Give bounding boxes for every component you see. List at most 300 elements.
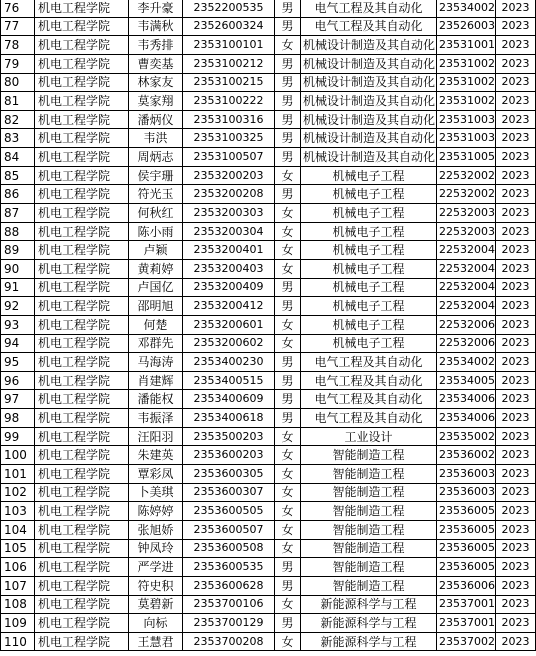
row-number-cell: 91 [1,278,35,297]
student-id-cell: 2353500203 [183,427,275,446]
college-cell: 机电工程学院 [35,595,129,614]
college-cell: 机电工程学院 [35,0,129,17]
row-number-cell: 79 [1,54,35,73]
student-id-cell: 2353200303 [183,204,275,223]
college-cell: 机电工程学院 [35,259,129,278]
student-id-cell: 2353700129 [183,614,275,633]
row-number-cell: 109 [1,614,35,633]
class-code-cell: 22532004 [437,297,496,316]
year-cell: 2023 [496,371,536,390]
college-cell: 机电工程学院 [35,427,129,446]
row-number-cell: 108 [1,595,35,614]
student-name-cell: 侯宇珊 [129,166,183,185]
class-code-cell: 22532004 [437,241,496,260]
gender-cell: 男 [275,0,301,17]
major-cell: 机械电子工程 [301,278,437,297]
student-name-cell: 曹奕基 [129,54,183,73]
gender-cell: 女 [275,315,301,334]
class-code-cell: 22532003 [437,204,496,223]
college-cell: 机电工程学院 [35,54,129,73]
student-id-cell: 2352200535 [183,0,275,17]
gender-cell: 女 [275,259,301,278]
college-cell: 机电工程学院 [35,409,129,428]
college-cell: 机电工程学院 [35,614,129,633]
gender-cell: 男 [275,353,301,372]
table-row [1,148,536,167]
table-row [1,483,536,502]
year-cell: 2023 [496,92,536,111]
student-id-cell: 2353600508 [183,539,275,558]
major-cell: 机械电子工程 [301,222,437,241]
table-row [1,166,536,185]
year-cell: 2023 [496,576,536,595]
year-cell: 2023 [496,334,536,353]
year-cell: 2023 [496,166,536,185]
college-cell: 机电工程学院 [35,353,129,372]
gender-cell: 女 [275,502,301,521]
class-code-cell: 23534005 [437,371,496,390]
row-number-cell: 93 [1,315,35,334]
table-row [1,465,536,484]
year-cell: 2023 [496,446,536,465]
table-row [1,54,536,73]
table-row [1,334,536,353]
table-row [1,539,536,558]
table-row [1,520,536,539]
class-code-cell: 23534006 [437,409,496,428]
college-cell: 机电工程学院 [35,390,129,409]
year-cell: 2023 [496,259,536,278]
class-code-cell: 23536005 [437,520,496,539]
gender-cell: 男 [275,148,301,167]
student-id-cell: 2353200409 [183,278,275,297]
student-name-cell: 莫碧新 [129,595,183,614]
student-id-cell: 2353100212 [183,54,275,73]
row-number-cell: 76 [1,0,35,17]
student-name-cell: 肖建辉 [129,371,183,390]
student-name-cell: 陈婷婷 [129,502,183,521]
row-number-cell: 105 [1,539,35,558]
gender-cell: 女 [275,483,301,502]
row-number-cell: 89 [1,241,35,260]
row-number-cell: 90 [1,259,35,278]
student-name-cell: 韦满秋 [129,17,183,36]
student-name-cell: 向标 [129,614,183,633]
table-row [1,17,536,36]
major-cell: 智能制造工程 [301,502,437,521]
class-code-cell: 23537001 [437,614,496,633]
student-id-cell: 2353100222 [183,92,275,111]
major-cell: 机械电子工程 [301,185,437,204]
student-id-cell: 2353100101 [183,36,275,55]
student-name-cell: 韦振泽 [129,409,183,428]
table-row [1,446,536,465]
year-cell: 2023 [496,520,536,539]
row-number-cell: 98 [1,409,35,428]
student-name-cell: 韦洪 [129,129,183,148]
student-name-cell: 卜美琪 [129,483,183,502]
table-row [1,297,536,316]
major-cell: 智能制造工程 [301,446,437,465]
student-id-cell: 2353200203 [183,166,275,185]
year-cell: 2023 [496,427,536,446]
gender-cell: 女 [275,334,301,353]
major-cell: 电气工程及其自动化 [301,0,437,17]
table-row [1,409,536,428]
class-code-cell: 23531005 [437,148,496,167]
major-cell: 智能制造工程 [301,539,437,558]
college-cell: 机电工程学院 [35,297,129,316]
row-number-cell: 102 [1,483,35,502]
table-row [1,204,536,223]
student-name-cell: 符史积 [129,576,183,595]
row-number-cell: 96 [1,371,35,390]
row-number-cell: 110 [1,632,35,651]
student-name-cell: 严学进 [129,558,183,577]
row-number-cell: 92 [1,297,35,316]
student-id-cell: 2353200601 [183,315,275,334]
student-id-cell: 2353400230 [183,353,275,372]
year-cell: 2023 [496,36,536,55]
table-row [1,222,536,241]
gender-cell: 女 [275,241,301,260]
row-number-cell: 104 [1,520,35,539]
major-cell: 机械电子工程 [301,297,437,316]
student-id-cell: 2353400618 [183,409,275,428]
row-number-cell: 99 [1,427,35,446]
gender-cell: 男 [275,390,301,409]
table-row [1,73,536,92]
class-code-cell: 22532002 [437,166,496,185]
gender-cell: 男 [275,614,301,633]
class-code-cell: 23536006 [437,576,496,595]
gender-cell: 女 [275,595,301,614]
major-cell: 工业设计 [301,427,437,446]
row-number-cell: 83 [1,129,35,148]
table-row [1,36,536,55]
year-cell: 2023 [496,54,536,73]
college-cell: 机电工程学院 [35,241,129,260]
gender-cell: 女 [275,465,301,484]
student-name-cell: 汪阳羽 [129,427,183,446]
class-code-cell: 23537002 [437,632,496,651]
student-id-cell: 2353200403 [183,259,275,278]
year-cell: 2023 [496,17,536,36]
gender-cell: 女 [275,204,301,223]
class-code-cell: 23534002 [437,353,496,372]
major-cell: 机械电子工程 [301,315,437,334]
table-row [1,0,536,17]
student-id-cell: 2353100215 [183,73,275,92]
class-code-cell: 23536003 [437,483,496,502]
year-cell: 2023 [496,502,536,521]
year-cell: 2023 [496,390,536,409]
student-id-cell: 2353600505 [183,502,275,521]
gender-cell: 女 [275,222,301,241]
student-name-cell: 潘能权 [129,390,183,409]
student-name-cell: 邵明旭 [129,297,183,316]
year-cell: 2023 [496,73,536,92]
table-row [1,558,536,577]
major-cell: 新能源科学与工程 [301,632,437,651]
student-name-cell: 李升豪 [129,0,183,17]
year-cell: 2023 [496,129,536,148]
student-name-cell: 马海涛 [129,353,183,372]
college-cell: 机电工程学院 [35,465,129,484]
student-id-cell: 2353600203 [183,446,275,465]
college-cell: 机电工程学院 [35,17,129,36]
table-row [1,353,536,372]
class-code-cell: 23534006 [437,390,496,409]
class-code-cell: 23531002 [437,73,496,92]
student-name-cell: 张旭娇 [129,520,183,539]
year-cell: 2023 [496,0,536,17]
class-code-cell: 23536005 [437,502,496,521]
row-number-cell: 86 [1,185,35,204]
student-name-cell: 符光玉 [129,185,183,204]
class-code-cell: 23531002 [437,54,496,73]
gender-cell: 男 [275,17,301,36]
table-row [1,129,536,148]
gender-cell: 男 [275,558,301,577]
college-cell: 机电工程学院 [35,558,129,577]
year-cell: 2023 [496,315,536,334]
gender-cell: 男 [275,54,301,73]
gender-cell: 男 [275,278,301,297]
class-code-cell: 22532003 [437,222,496,241]
row-number-cell: 77 [1,17,35,36]
major-cell: 机械设计制造及其自动化 [301,129,437,148]
student-name-cell: 黄莉婷 [129,259,183,278]
table-row [1,315,536,334]
gender-cell: 女 [275,632,301,651]
student-name-cell: 林家友 [129,73,183,92]
class-code-cell: 22532006 [437,334,496,353]
major-cell: 智能制造工程 [301,576,437,595]
college-cell: 机电工程学院 [35,502,129,521]
class-code-cell: 23536002 [437,446,496,465]
class-code-cell: 23531003 [437,129,496,148]
year-cell: 2023 [496,110,536,129]
class-code-cell: 23536003 [437,465,496,484]
student-name-cell: 陈小雨 [129,222,183,241]
table-row [1,110,536,129]
row-number-cell: 95 [1,353,35,372]
gender-cell: 女 [275,520,301,539]
student-name-cell: 潘炳仪 [129,110,183,129]
gender-cell: 男 [275,371,301,390]
major-cell: 智能制造工程 [301,465,437,484]
row-number-cell: 103 [1,502,35,521]
major-cell: 机械设计制造及其自动化 [301,92,437,111]
row-number-cell: 78 [1,36,35,55]
student-id-cell: 2353400609 [183,390,275,409]
row-number-cell: 101 [1,465,35,484]
student-name-cell: 钟凤玲 [129,539,183,558]
class-code-cell: 23531001 [437,36,496,55]
student-id-cell: 2353700106 [183,595,275,614]
class-code-cell: 22532004 [437,259,496,278]
student-id-cell: 2353600535 [183,558,275,577]
student-name-cell: 卢颖 [129,241,183,260]
row-number-cell: 88 [1,222,35,241]
class-code-cell: 23536005 [437,539,496,558]
gender-cell: 男 [275,129,301,148]
college-cell: 机电工程学院 [35,73,129,92]
student-id-cell: 2353600307 [183,483,275,502]
year-cell: 2023 [496,409,536,428]
student-id-cell: 2353200412 [183,297,275,316]
college-cell: 机电工程学院 [35,632,129,651]
class-code-cell: 22532006 [437,315,496,334]
college-cell: 机电工程学院 [35,539,129,558]
student-id-cell: 2352600324 [183,17,275,36]
college-cell: 机电工程学院 [35,222,129,241]
major-cell: 智能制造工程 [301,558,437,577]
gender-cell: 男 [275,297,301,316]
year-cell: 2023 [496,148,536,167]
year-cell: 2023 [496,614,536,633]
table-row [1,259,536,278]
gender-cell: 男 [275,110,301,129]
student-name-cell: 何秋红 [129,204,183,223]
gender-cell: 女 [275,166,301,185]
row-number-cell: 107 [1,576,35,595]
major-cell: 机械设计制造及其自动化 [301,54,437,73]
college-cell: 机电工程学院 [35,129,129,148]
table-row [1,390,536,409]
year-cell: 2023 [496,353,536,372]
year-cell: 2023 [496,278,536,297]
major-cell: 机械电子工程 [301,204,437,223]
student-id-cell: 2353600507 [183,520,275,539]
gender-cell: 男 [275,409,301,428]
gender-cell: 女 [275,427,301,446]
gender-cell: 男 [275,73,301,92]
student-name-cell: 覃彩凤 [129,465,183,484]
row-number-cell: 84 [1,148,35,167]
major-cell: 电气工程及其自动化 [301,390,437,409]
major-cell: 机械设计制造及其自动化 [301,110,437,129]
student-id-cell: 2353400515 [183,371,275,390]
row-number-cell: 87 [1,204,35,223]
student-id-cell: 2353200304 [183,222,275,241]
major-cell: 机械电子工程 [301,241,437,260]
college-cell: 机电工程学院 [35,371,129,390]
student-id-cell: 2353100507 [183,148,275,167]
year-cell: 2023 [496,204,536,223]
student-id-cell: 2353200208 [183,185,275,204]
class-code-cell: 22532002 [437,185,496,204]
class-code-cell: 23534002 [437,0,496,17]
row-number-cell: 100 [1,446,35,465]
gender-cell: 女 [275,539,301,558]
class-code-cell: 23537001 [437,595,496,614]
year-cell: 2023 [496,297,536,316]
college-cell: 机电工程学院 [35,185,129,204]
gender-cell: 女 [275,446,301,465]
class-code-cell: 23526003 [437,17,496,36]
year-cell: 2023 [496,241,536,260]
student-name-cell: 何楚 [129,315,183,334]
college-cell: 机电工程学院 [35,110,129,129]
class-code-cell: 23531003 [437,110,496,129]
student-id-cell: 2353600305 [183,465,275,484]
year-cell: 2023 [496,539,536,558]
table-row [1,92,536,111]
table-row [1,278,536,297]
college-cell: 机电工程学院 [35,166,129,185]
major-cell: 电气工程及其自动化 [301,409,437,428]
gender-cell: 男 [275,185,301,204]
college-cell: 机电工程学院 [35,446,129,465]
class-code-cell: 23536005 [437,558,496,577]
row-number-cell: 106 [1,558,35,577]
table-row [1,185,536,204]
year-cell: 2023 [496,632,536,651]
college-cell: 机电工程学院 [35,92,129,111]
year-cell: 2023 [496,558,536,577]
table-row [1,595,536,614]
year-cell: 2023 [496,465,536,484]
student-name-cell: 周炳志 [129,148,183,167]
row-number-cell: 94 [1,334,35,353]
student-name-cell: 朱建英 [129,446,183,465]
row-number-cell: 80 [1,73,35,92]
gender-cell: 男 [275,92,301,111]
table-body [1,0,536,651]
row-number-cell: 97 [1,390,35,409]
class-code-cell: 22532004 [437,278,496,297]
table-row [1,576,536,595]
college-cell: 机电工程学院 [35,334,129,353]
major-cell: 电气工程及其自动化 [301,353,437,372]
major-cell: 智能制造工程 [301,483,437,502]
student-name-cell: 邓群先 [129,334,183,353]
college-cell: 机电工程学院 [35,520,129,539]
class-code-cell: 23531002 [437,92,496,111]
major-cell: 机械电子工程 [301,259,437,278]
major-cell: 新能源科学与工程 [301,614,437,633]
major-cell: 机械设计制造及其自动化 [301,73,437,92]
gender-cell: 男 [275,576,301,595]
student-name-cell: 卢国亿 [129,278,183,297]
table-row [1,632,536,651]
table-row [1,241,536,260]
major-cell: 电气工程及其自动化 [301,371,437,390]
major-cell: 新能源科学与工程 [301,595,437,614]
year-cell: 2023 [496,483,536,502]
row-number-cell: 82 [1,110,35,129]
major-cell: 机械电子工程 [301,166,437,185]
college-cell: 机电工程学院 [35,148,129,167]
college-cell: 机电工程学院 [35,278,129,297]
table-row [1,614,536,633]
student-name-cell: 莫家翔 [129,92,183,111]
college-cell: 机电工程学院 [35,36,129,55]
class-code-cell: 23535002 [437,427,496,446]
student-name-cell: 王慧君 [129,632,183,651]
student-id-cell: 2353200401 [183,241,275,260]
gender-cell: 女 [275,36,301,55]
student-name-cell: 韦秀排 [129,36,183,55]
row-number-cell: 81 [1,92,35,111]
college-cell: 机电工程学院 [35,483,129,502]
student-id-cell: 2353600628 [183,576,275,595]
row-number-cell: 85 [1,166,35,185]
year-cell: 2023 [496,595,536,614]
table-row [1,502,536,521]
